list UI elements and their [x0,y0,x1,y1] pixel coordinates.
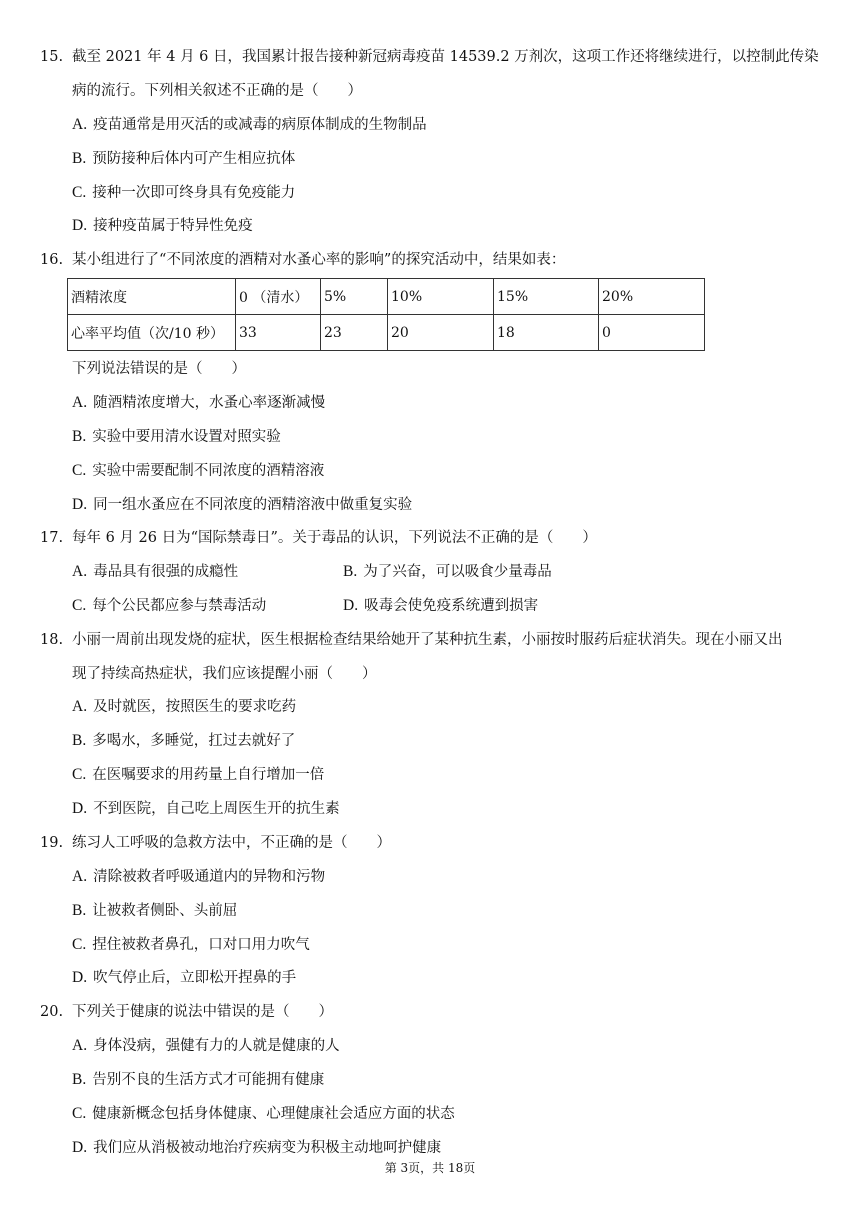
question-18-stem-line2: 现了持续高热症状，我们应该提醒小丽（ ） [72,666,377,682]
question-16-option-a [72,393,325,413]
question-18-option-a [72,697,296,717]
table-cell: 0 （清水） [236,279,321,315]
table-cell: 20% [599,279,705,315]
option-letter: C. [72,184,87,201]
option-text: 吹气停止后，立即松开捏鼻的手 [93,970,297,986]
option-text: 身体没病，强健有力的人就是健康的人 [93,1038,340,1054]
option-text: 在医嘱要求的用药量上自行增加一倍 [92,767,325,783]
question-19-option-a [72,867,325,887]
option-text: 多喝水，多睡觉，扛过去就好了 [92,733,296,749]
question-18-number: 18. [40,632,64,648]
option-text: 健康新概念包括身体健康、心理健康社会适应方面的状态 [92,1106,455,1122]
option-letter: D. [72,217,88,234]
question-20-option-c [72,1104,455,1124]
question-16-stem-line2: 下列说法错误的是（ ） [72,361,246,377]
question-16-stem-line1: 某小组进行了“不同浓度的酒精对水蚤心率的影响”的探究活动中，结果如表： [72,252,566,268]
option-letter: A. [72,868,88,885]
question-15-option-a [72,115,427,135]
question-15-option-b [72,149,295,169]
option-text: 让被救者侧卧、头前屈 [92,903,238,919]
question-15-option-c [72,183,295,203]
option-letter: D. [343,597,359,614]
question-17-number: 17. [40,530,64,546]
question-17-option-b [343,562,552,582]
option-text: 不到医院，自己吃上周医生开的抗生素 [93,801,340,817]
option-letter: B. [72,732,87,749]
question-17-stem: 每年 6 月 26 日为“国际禁毒日”。关于毒品的认识，下列说法不正确的是（ ） [72,530,597,546]
option-letter: C. [72,1105,87,1122]
question-16-option-b [72,427,281,447]
table-cell: 20 [388,315,494,351]
option-text: 毒品具有很强的成瘾性 [93,564,239,580]
question-17-option-d [343,596,538,616]
question-20-option-b [72,1070,324,1090]
question-15-option-d [72,216,253,236]
option-letter: C. [72,766,87,783]
question-18-stem-line1: 小丽一周前出现发烧的症状，医生根据检查结果给她开了某种抗生素，小丽按时服药后症状消失。现在小丽又出 [72,632,783,648]
table-cell: 23 [321,315,388,351]
table-cell: 心率平均值（次/10 秒） [68,315,236,351]
option-text: 为了兴奋，可以吸食少量毒品 [363,564,552,580]
table-cell: 18 [494,315,599,351]
question-16-option-d [72,495,412,515]
question-20-number: 20. [40,1004,64,1020]
option-text: 告别不良的生活方式才可能拥有健康 [92,1072,325,1088]
option-letter: A. [72,698,88,715]
option-text: 实验中需要配制不同浓度的酒精溶液 [92,463,325,479]
question-18-option-c [72,765,324,785]
option-letter: A. [72,394,88,411]
option-text: 吸毒会使免疫系统遭到损害 [364,598,539,614]
table-cell: 酒精浓度 [68,279,236,315]
option-letter: A. [72,1037,88,1054]
option-text: 疫苗通常是用灭活的或减毒的病原体制成的生物制品 [93,117,427,133]
question-19-number: 19. [40,835,64,851]
option-text: 捏住被救者鼻孔，口对口用力吹气 [92,937,310,953]
question-20-option-d [72,1138,441,1158]
option-text: 随酒精浓度增大，水蚤心率逐渐减慢 [93,395,326,411]
table-row [68,279,705,315]
question-16-number: 16. [40,252,64,268]
option-letter: D. [72,496,88,513]
question-19-stem: 练习人工呼吸的急救方法中，不正确的是（ ） [72,835,391,851]
option-letter: B. [72,902,87,919]
question-16-option-c [72,461,324,481]
concentration-heart-rate-table [67,278,705,351]
question-15-stem-line1: 截至 2021 年 4 月 6 日，我国累计报告接种新冠病毒疫苗 14539.2 万剂次，这项工作还将继续进行，以控制此传染 [72,49,819,65]
question-15-number: 15. [40,49,64,65]
option-letter: B. [72,1071,87,1088]
question-19-option-d [72,968,296,988]
option-text: 实验中要用清水设置对照实验 [92,429,281,445]
table-cell: 15% [494,279,599,315]
page-footer: 第 3页，共 18页 [384,1161,476,1175]
option-letter: B. [72,150,87,167]
option-letter: C. [72,462,87,479]
option-text: 我们应从消极被动地治疗疾病变为积极主动地呵护健康 [93,1140,442,1156]
table-cell: 0 [599,315,705,351]
question-17-option-a [72,562,238,582]
table-row [68,315,705,351]
question-20-stem: 下列关于健康的说法中错误的是（ ） [72,1004,333,1020]
option-letter: A. [72,116,88,133]
question-17-option-c [72,596,266,616]
option-letter: B. [343,563,358,580]
option-letter: D. [72,800,88,817]
question-18-option-d [72,799,340,819]
question-19-option-c [72,935,310,955]
option-letter: C. [72,936,87,953]
option-text: 及时就医，按照医生的要求吃药 [93,699,297,715]
option-text: 接种一次即可终身具有免疫能力 [92,185,296,201]
option-letter: C. [72,597,87,614]
option-letter: B. [72,428,87,445]
option-text: 清除被救者呼吸通道内的异物和污物 [93,869,326,885]
option-text: 预防接种后体内可产生相应抗体 [92,151,296,167]
option-letter: A. [72,563,88,580]
question-18-option-b [72,731,295,751]
option-letter: D. [72,1139,88,1156]
table-cell: 10% [388,279,494,315]
question-19-option-b [72,901,237,921]
option-text: 每个公民都应参与禁毒活动 [92,598,267,614]
question-20-option-a [72,1036,340,1056]
option-text: 同一组水蚤应在不同浓度的酒精溶液中做重复实验 [93,497,413,513]
option-text: 接种疫苗属于特异性免疫 [93,218,253,234]
table-cell: 5% [321,279,388,315]
table-cell: 33 [236,315,321,351]
option-letter: D. [72,969,88,986]
question-15-stem-line2: 病的流行。下列相关叙述不正确的是（ ） [72,83,362,99]
